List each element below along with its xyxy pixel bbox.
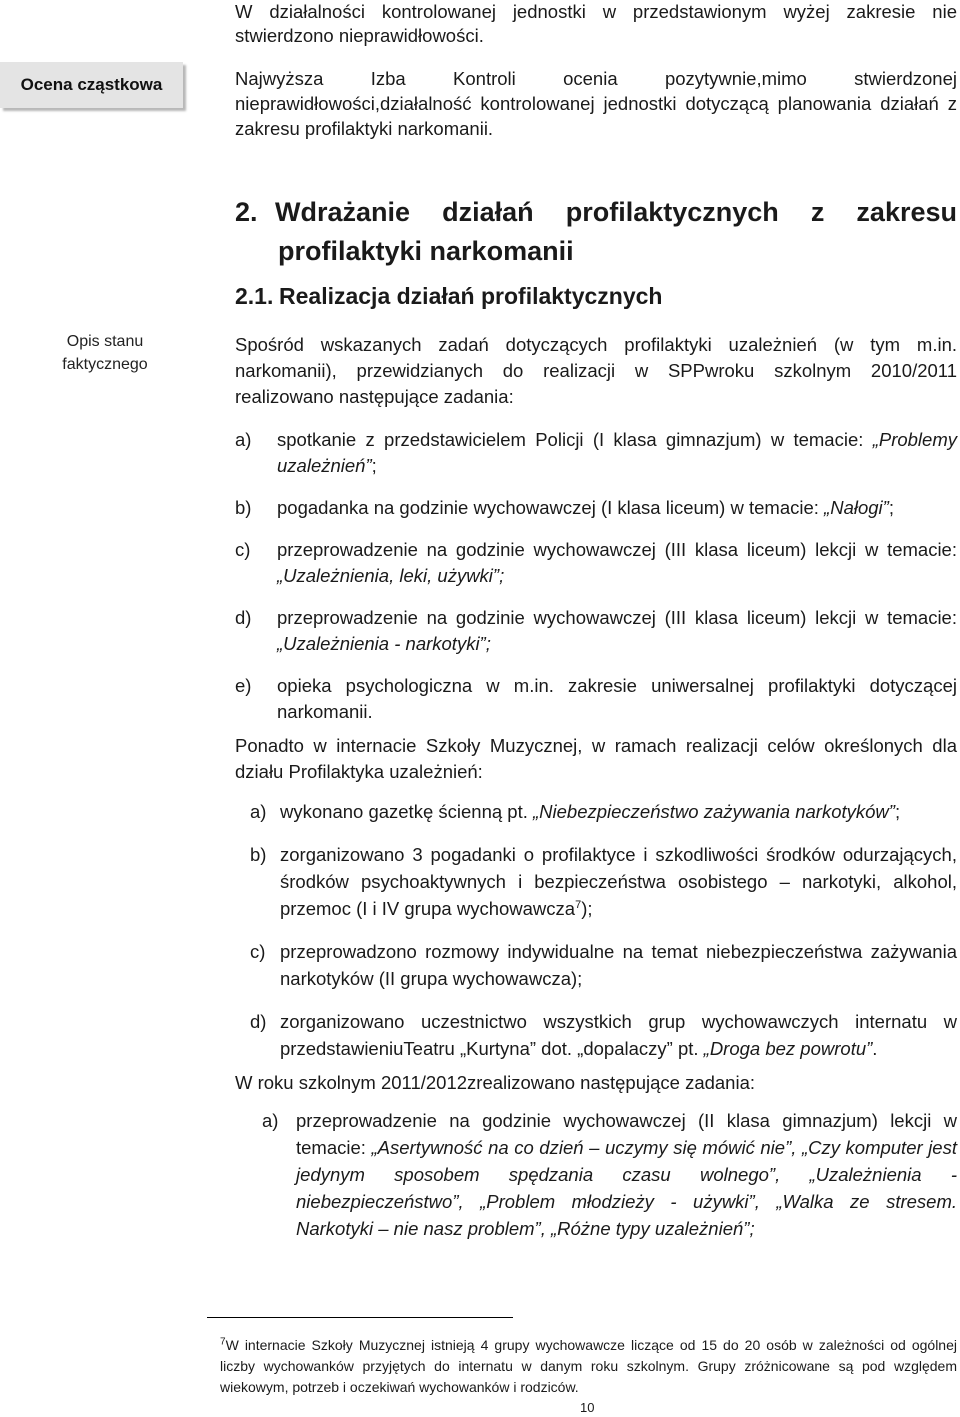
- footnote-marker: 7: [220, 1336, 226, 1348]
- footnote-separator: [207, 1317, 513, 1318]
- list-item: a) wykonano gazetkę ścienną pt. „Niebezpieczeństwo zażywania narkotyków”;: [250, 801, 901, 822]
- section-lead: Spośród wskazanych zadań dotyczących profilaktyki uzależnień (w tym m.in. narkomanii), przewidzianych do realizacji w SPPwroku szkolnym 2010/2011 realizowano następujące zadania:: [235, 334, 957, 407]
- list-item: c) przeprowadzono rozmowy indywidualne na temat niebezpieczeństwa zażywania narkotyków (II grupa wychowawcza);: [250, 941, 957, 989]
- footnote-text: W internacie Szkoły Muzycznej istnieją 4 grupy wychowawcze liczące od 15 do 20 osób w zależności od ogólnej liczby wychowanków przyjętych do internatu w danym roku szkolnym. Grupy zróżnicowane są pod względem wiekowym, potrzeb i oczekiwań wychowanków i rodziców.: [220, 1337, 957, 1395]
- subsection-title-text: Realizacja działań profilaktycznych: [279, 283, 663, 309]
- tasks-2010-list: [235, 427, 957, 741]
- section-title-line-1: Wdrażanie działań profilaktycznych z zakresu: [275, 197, 957, 227]
- section-number: 2.: [235, 197, 258, 227]
- list-item: a) przeprowadzenie na godzinie wychowawczej (II klasa gimnazjum) lekcji w temacie: „Asertywność na co dzień – uczymy się mówić nie”, „Czy komputer jest jedynym sposobem spędzania czasu wolnego”, „Uzależnienia - niebezpieczeństwo”, „Problem młodzieży - używki”, „Walka ze stresem. Narkotyki – nie nasz problem”, „Różne typy uzależnień”;: [262, 1110, 957, 1239]
- fact-description-label: [0, 330, 210, 376]
- intro-line-2: stwierdzono nieprawidłowości.: [235, 25, 484, 46]
- list-item: a) spotkanie z przedstawicielem Policji (I klasa gimnazjum) w temacie: „Problemy uzależnień”;: [235, 429, 957, 476]
- tasks-2011-list: [262, 1107, 957, 1258]
- section-title: [235, 197, 957, 228]
- list-item: b) zorganizowano 3 pogadanki o profilaktyce i szkodliwości środków odurzających, środków psychoaktywnych i bezpieczeństwa osobistego – narkotyki, alkohol, przemoc (I i IV grupa wychowawcza$^7$);: [250, 844, 957, 919]
- intro-line-1: W działalności kontrolowanej jednostki w przedstawionym wyżej zakresie nie: [235, 1, 957, 22]
- list-item: e) opieka psychologiczna w m.in. zakresie uniwersalnej profilaktyki dotyczącej narkomanii.: [235, 675, 957, 722]
- side-label-line-2: faktycznego: [62, 356, 148, 373]
- section-title-line-2: profilaktyki narkomanii: [278, 236, 574, 266]
- intro-paragraph-2: Najwyższa Izba Kontroli ocenia pozytywnie,mimo stwierdzonej nieprawidłowości,działalność kontrolowanej jednostki dotyczącą planowania działań z zakresu profilaktyki narkomanii.: [235, 68, 957, 139]
- side-label-line-1: Opis stanu: [66, 333, 144, 350]
- footnote: [220, 1335, 957, 1398]
- internat-list: [250, 798, 957, 1078]
- intro-paragraph-1: [235, 0, 957, 48]
- internat-lead: Ponadto w internacie Szkoły Muzycznej, w ramach realizacji celów określonych dla działu Profilaktyka uzależnień:: [235, 735, 957, 782]
- page-number: 10: [580, 1400, 595, 1415]
- footnote-ref: 7: [575, 898, 582, 911]
- subsection-number: 2.1.: [235, 283, 274, 309]
- list-item: c) przeprowadzenie na godzinie wychowawczej (III klasa liceum) lekcji w temacie: „Uzależnienia, leki, używki”;: [235, 539, 957, 586]
- year-2011-lead: W roku szkolnym 2011/2012zrealizowano następujące zadania:: [235, 1072, 756, 1093]
- badge-label: Ocena cząstkowa: [20, 75, 163, 94]
- subsection-title: [235, 283, 662, 310]
- list-item: d) przeprowadzenie na godzinie wychowawczej (III klasa liceum) lekcji w temacie: „Uzależnienia - narkotyki”;: [235, 607, 957, 654]
- list-item: b) pogadanka na godzinie wychowawczej (I klasa liceum) w temacie: „Nałogi”;: [235, 497, 894, 518]
- partial-assessment-badge: [0, 62, 183, 108]
- list-item: d) zorganizowano uczestnictwo wszystkich grup wychowawczych internatu w przedstawieniuTeatru „Kurtyna” dot. „dopalaczy” pt. „Droga bez powrotu”.: [250, 1011, 957, 1059]
